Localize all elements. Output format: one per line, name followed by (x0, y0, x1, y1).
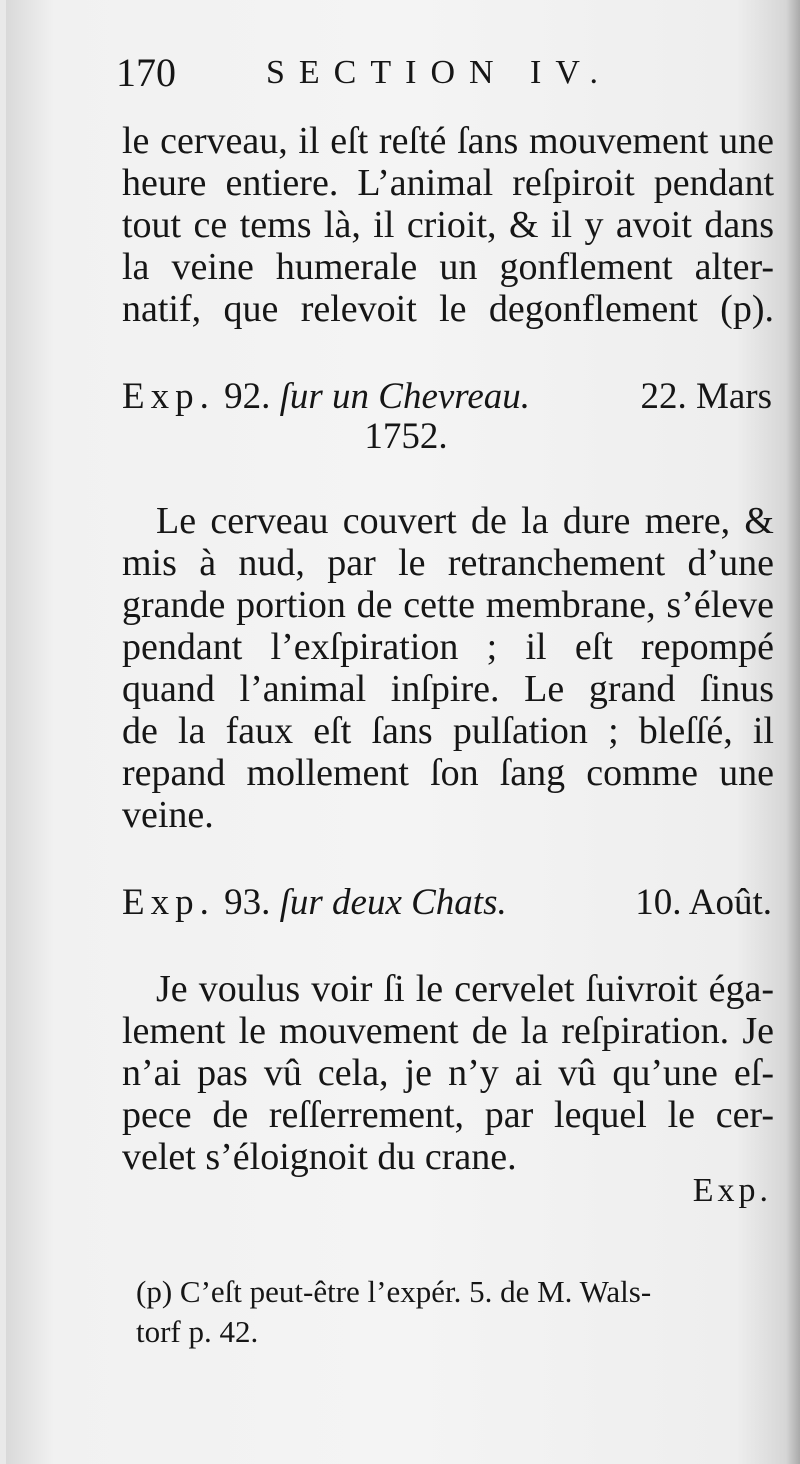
text-line: lement le mouvement de la reſpiration. Je (122, 1010, 774, 1052)
experiment-subject: ſur deux Chats. (279, 882, 507, 923)
text-line: la veine humerale un gonflement alter- (122, 246, 774, 288)
text-line: tout ce tems là, il crioit, & il y avoit dans (122, 204, 774, 246)
experiment-label: Exp. (122, 376, 215, 417)
text-line: velet s’éloignoit du crane. (122, 1136, 517, 1178)
section-title: SECTION IV. (266, 54, 613, 91)
text-line: repand mollement ſon ſang comme une (122, 752, 774, 794)
experiment-date: 10. Août. (635, 882, 772, 923)
text-line: Je voulus voir ſi le cervelet ſuivroit éga- (156, 968, 774, 1010)
experiment-93-heading (122, 880, 772, 926)
experiment-93-paragraph (122, 968, 774, 1178)
book-page (6, 0, 800, 1464)
text-line: heure entiere. L’animal reſpiroit pendant (122, 162, 774, 204)
experiment-number: 92. (224, 376, 271, 417)
text-line: de la faux eſt ſans pulſation ; bleſſé, il (122, 710, 774, 752)
experiment-92-year: 1752. (364, 416, 448, 457)
page-gutter-shadow (786, 0, 800, 1464)
text-line: pendant l’exſpiration ; il eſt repompé (122, 626, 774, 668)
text-line: quand l’animal inſpire. Le grand ſinus (122, 668, 774, 710)
text-line: le cerveau, il eſt reſté ſans mouvement une (122, 120, 774, 162)
experiment-subject: ſur un Chevreau. (279, 376, 531, 417)
catchword: Exp. (692, 1172, 772, 1209)
text-line: Le cerveau couvert de la dure mere, & (156, 500, 774, 542)
experiment-date: 22. Mars (640, 376, 772, 417)
running-header (116, 48, 656, 98)
experiment-label: Exp. (122, 882, 215, 923)
footnote-line: torf p. 42. (136, 1314, 259, 1349)
text-line: n’ai pas vû cela, je n’y ai vû qu’une eſ- (122, 1052, 774, 1094)
footnote (136, 1272, 796, 1352)
experiment-92-paragraph (122, 500, 774, 836)
text-line: veine. (122, 794, 214, 836)
experiment-number: 93. (224, 882, 271, 923)
footnote-line: (p) C’eſt peut-être l’expér. 5. de M. Wals- (136, 1274, 652, 1309)
text-line: natif, que relevoit le degonflement (p). (122, 288, 774, 330)
page-number: 170 (116, 50, 176, 95)
text-line: mis à nud, par le retranchement d’une (122, 542, 774, 584)
text-line: grande portion de cette membrane, s’éleve (122, 584, 774, 626)
intro-paragraph (122, 120, 774, 330)
text-line: pece de reſſerrement, par lequel le cer- (122, 1094, 774, 1136)
